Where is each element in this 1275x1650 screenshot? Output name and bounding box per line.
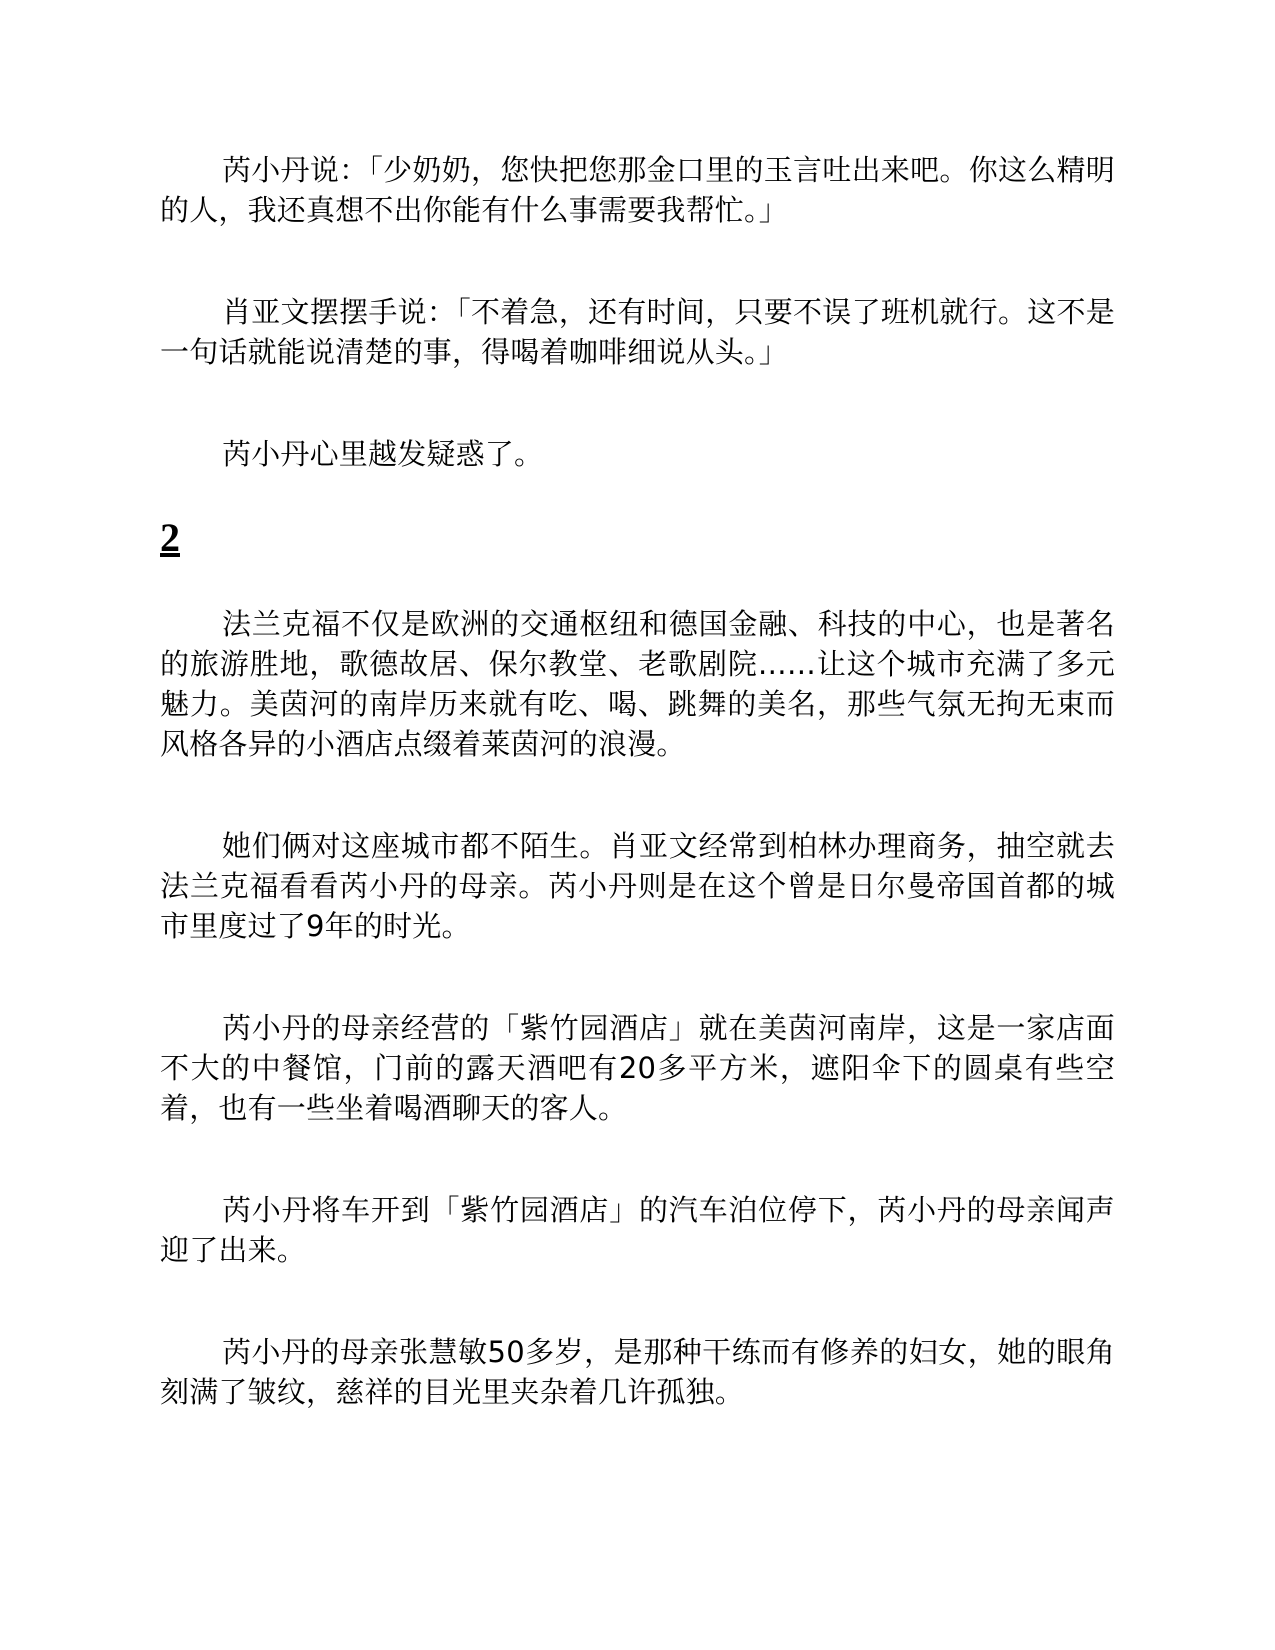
paragraph: 芮小丹的母亲经营的「紫竹园酒店」就在美茵河南岸，这是一家店面不大的中餐馆，门前的露天酒吧有20多平方米，遮阳伞下的圆桌有些空着，也有一些坐着喝酒聊天的客人。 xyxy=(160,1011,1115,1125)
paragraph: 芮小丹的母亲张慧敏50多岁，是那种干练而有修养的妇女，她的眼角刻满了皱纹，慈祥的目光里夹杂着几许孤独。 xyxy=(160,1335,1115,1409)
paragraph: 肖亚文摆摆手说：「不着急，还有时间，只要不误了班机就行。这不是一句话就能说清楚的事，得喝着咖啡细说从头。」 xyxy=(160,295,1115,369)
paragraph: 法兰克福不仅是欧洲的交通枢纽和德国金融、科技的中心，也是著名的旅游胜地，歌德故居、保尔教堂、老歌剧院……让这个城市充满了多元魅力。美茵河的南岸历来就有吃、喝、跳舞的美名，那些气氛无拘无束而风格各异的小酒店点缀着莱茵河的浪漫。 xyxy=(160,607,1115,761)
paragraph: 芮小丹将车开到「紫竹园酒店」的汽车泊位停下，芮小丹的母亲闻声迎了出来。 xyxy=(160,1193,1115,1267)
paragraph: 芮小丹说：「少奶奶，您快把您那金口里的玉言吐出来吧。你这么精明的人，我还真想不出你能有什么事需要我帮忙。」 xyxy=(160,153,1115,227)
paragraph: 她们俩对这座城市都不陌生。肖亚文经常到柏林办理商务，抽空就去法兰克福看看芮小丹的母亲。芮小丹则是在这个曾是日尔曼帝国首都的城市里度过了9年的时光。 xyxy=(160,829,1115,943)
document-page xyxy=(160,150,1115,1474)
paragraph: 芮小丹心里越发疑惑了。 xyxy=(222,437,544,471)
section-heading: 2 xyxy=(160,515,180,560)
